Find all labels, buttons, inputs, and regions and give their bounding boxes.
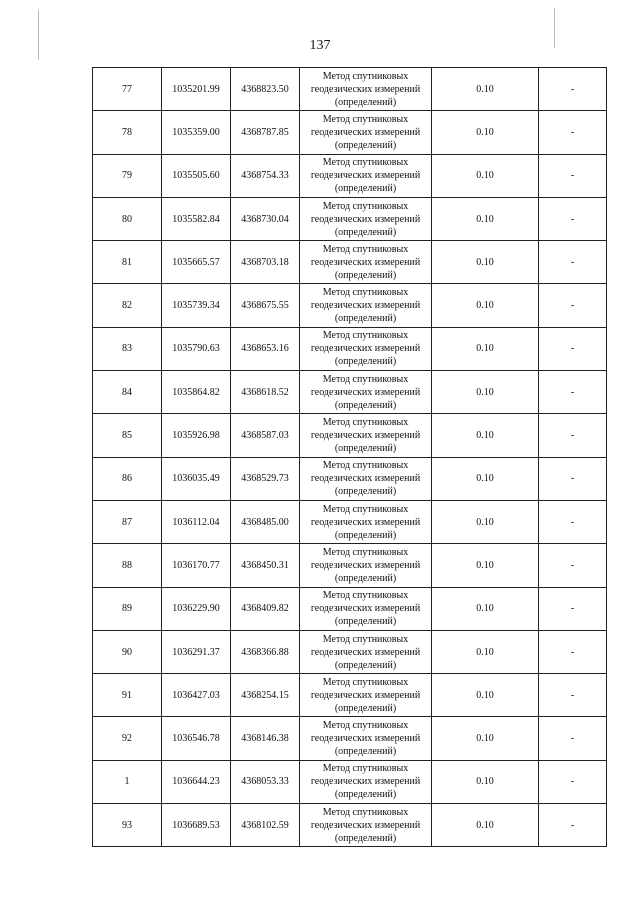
accuracy-cell: 0.10 [432, 717, 539, 760]
y-coordinate-cell: 4368366.88 [231, 630, 300, 673]
method-cell [300, 154, 432, 197]
method-line: геодезических измерений [310, 430, 421, 442]
note-cell: - [539, 544, 607, 587]
method-line: геодезических измерений [310, 213, 421, 225]
method-line: геодезических измерений [310, 343, 421, 355]
note-cell: - [539, 587, 607, 630]
method-line: геодезических измерений [310, 300, 421, 312]
method-line: (определений) [334, 746, 397, 758]
point-number-cell: 91 [93, 674, 162, 717]
table-row [93, 241, 607, 284]
method-line: геодезических измерений [310, 256, 421, 268]
note-cell: - [539, 717, 607, 760]
note-cell: - [539, 327, 607, 370]
accuracy-cell: 0.10 [432, 197, 539, 240]
method-line: Метод спутниковых [322, 417, 409, 429]
method-line: (определений) [334, 313, 397, 325]
point-number-cell: 88 [93, 544, 162, 587]
method-line: геодезических измерений [310, 819, 421, 831]
method-line: (определений) [334, 572, 397, 584]
x-coordinate-cell: 1036170.77 [162, 544, 231, 587]
method-cell [300, 111, 432, 154]
table-row [93, 544, 607, 587]
accuracy-cell: 0.10 [432, 674, 539, 717]
table-row [93, 457, 607, 500]
point-number-cell: 77 [93, 68, 162, 111]
point-number-cell: 89 [93, 587, 162, 630]
method-line: (определений) [334, 659, 397, 671]
point-number-cell: 82 [93, 284, 162, 327]
method-line: Метод спутниковых [322, 243, 409, 255]
x-coordinate-cell: 1035926.98 [162, 414, 231, 457]
table-row [93, 717, 607, 760]
note-cell: - [539, 804, 607, 847]
note-cell: - [539, 630, 607, 673]
method-cell [300, 414, 432, 457]
x-coordinate-cell: 1035665.57 [162, 241, 231, 284]
method-line: геодезических измерений [310, 603, 421, 615]
method-cell [300, 241, 432, 284]
point-number-cell: 87 [93, 500, 162, 543]
accuracy-cell: 0.10 [432, 804, 539, 847]
method-line: геодезических измерений [310, 559, 421, 571]
note-cell: - [539, 197, 607, 240]
method-line: геодезических измерений [310, 170, 421, 182]
accuracy-cell: 0.10 [432, 68, 539, 111]
method-cell [300, 284, 432, 327]
method-line: геодезических измерений [310, 126, 421, 138]
x-coordinate-cell: 1035864.82 [162, 371, 231, 414]
y-coordinate-cell: 4368618.52 [231, 371, 300, 414]
y-coordinate-cell: 4368409.82 [231, 587, 300, 630]
y-coordinate-cell: 4368450.31 [231, 544, 300, 587]
method-cell [300, 760, 432, 803]
method-line: Метод спутниковых [322, 200, 409, 212]
x-coordinate-cell: 1036229.90 [162, 587, 231, 630]
y-coordinate-cell: 4368254.15 [231, 674, 300, 717]
table-row [93, 327, 607, 370]
method-cell [300, 68, 432, 111]
note-cell: - [539, 111, 607, 154]
x-coordinate-cell: 1036644.23 [162, 760, 231, 803]
y-coordinate-cell: 4368485.00 [231, 500, 300, 543]
method-line: геодезических измерений [310, 733, 421, 745]
x-coordinate-cell: 1035201.99 [162, 68, 231, 111]
method-line: геодезических измерений [310, 776, 421, 788]
x-coordinate-cell: 1036427.03 [162, 674, 231, 717]
accuracy-cell: 0.10 [432, 241, 539, 284]
point-number-cell: 78 [93, 111, 162, 154]
x-coordinate-cell: 1035359.00 [162, 111, 231, 154]
y-coordinate-cell: 4368053.33 [231, 760, 300, 803]
method-line: (определений) [334, 443, 397, 455]
accuracy-cell: 0.10 [432, 760, 539, 803]
method-cell [300, 587, 432, 630]
table-row [93, 500, 607, 543]
point-number-cell: 80 [93, 197, 162, 240]
x-coordinate-cell: 1035739.34 [162, 284, 231, 327]
point-number-cell: 90 [93, 630, 162, 673]
x-coordinate-cell: 1036546.78 [162, 717, 231, 760]
note-cell: - [539, 154, 607, 197]
y-coordinate-cell: 4368587.03 [231, 414, 300, 457]
method-line: (определений) [334, 529, 397, 541]
method-cell [300, 804, 432, 847]
method-line: Метод спутниковых [322, 546, 409, 558]
method-line: Метод спутниковых [322, 676, 409, 688]
coordinates-table-body [93, 68, 607, 847]
method-line: (определений) [334, 832, 397, 844]
method-cell [300, 457, 432, 500]
y-coordinate-cell: 4368675.55 [231, 284, 300, 327]
method-line: (определений) [334, 702, 397, 714]
note-cell: - [539, 457, 607, 500]
table-row [93, 197, 607, 240]
method-cell [300, 371, 432, 414]
method-cell [300, 674, 432, 717]
method-line: (определений) [334, 356, 397, 368]
method-line: Метод спутниковых [322, 590, 409, 602]
y-coordinate-cell: 4368703.18 [231, 241, 300, 284]
method-line: (определений) [334, 399, 397, 411]
method-line: Метод спутниковых [322, 633, 409, 645]
point-number-cell: 1 [93, 760, 162, 803]
point-number-cell: 81 [93, 241, 162, 284]
note-cell: - [539, 760, 607, 803]
method-line: Метод спутниковых [322, 460, 409, 472]
table-row [93, 804, 607, 847]
method-line: геодезических измерений [310, 386, 421, 398]
note-cell: - [539, 68, 607, 111]
x-coordinate-cell: 1036291.37 [162, 630, 231, 673]
table-row [93, 154, 607, 197]
x-coordinate-cell: 1035582.84 [162, 197, 231, 240]
accuracy-cell: 0.10 [432, 414, 539, 457]
x-coordinate-cell: 1036035.49 [162, 457, 231, 500]
accuracy-cell: 0.10 [432, 587, 539, 630]
method-line: (определений) [334, 183, 397, 195]
method-line: (определений) [334, 789, 397, 801]
table-row [93, 760, 607, 803]
y-coordinate-cell: 4368730.04 [231, 197, 300, 240]
method-cell [300, 630, 432, 673]
table-row [93, 371, 607, 414]
method-cell [300, 327, 432, 370]
accuracy-cell: 0.10 [432, 630, 539, 673]
x-coordinate-cell: 1035790.63 [162, 327, 231, 370]
table-row [93, 111, 607, 154]
accuracy-cell: 0.10 [432, 327, 539, 370]
page-number: 137 [309, 38, 331, 53]
method-line: Метод спутниковых [322, 763, 409, 775]
x-coordinate-cell: 1035505.60 [162, 154, 231, 197]
y-coordinate-cell: 4368823.50 [231, 68, 300, 111]
method-line: Метод спутниковых [322, 720, 409, 732]
method-line: (определений) [334, 226, 397, 238]
method-line: Метод спутниковых [322, 287, 409, 299]
method-cell [300, 500, 432, 543]
y-coordinate-cell: 4368787.85 [231, 111, 300, 154]
x-coordinate-cell: 1036112.04 [162, 500, 231, 543]
method-line: Метод спутниковых [322, 503, 409, 515]
table-row [93, 284, 607, 327]
y-coordinate-cell: 4368146.38 [231, 717, 300, 760]
point-number-cell: 84 [93, 371, 162, 414]
method-cell [300, 544, 432, 587]
point-number-cell: 85 [93, 414, 162, 457]
method-line: геодезических измерений [310, 473, 421, 485]
method-line: Метод спутниковых [322, 330, 409, 342]
scan-artifact-line [38, 10, 39, 60]
table-row [93, 630, 607, 673]
method-line: Метод спутниковых [322, 806, 409, 818]
method-cell [300, 197, 432, 240]
table-row [93, 674, 607, 717]
method-line: Метод спутниковых [322, 373, 409, 385]
method-line: (определений) [334, 486, 397, 498]
y-coordinate-cell: 4368754.33 [231, 154, 300, 197]
method-line: геодезических измерений [310, 646, 421, 658]
y-coordinate-cell: 4368102.59 [231, 804, 300, 847]
x-coordinate-cell: 1036689.53 [162, 804, 231, 847]
accuracy-cell: 0.10 [432, 111, 539, 154]
table-row [93, 68, 607, 111]
point-number-cell: 83 [93, 327, 162, 370]
point-number-cell: 92 [93, 717, 162, 760]
note-cell: - [539, 284, 607, 327]
method-line: геодезических измерений [310, 83, 421, 95]
method-line: геодезических измерений [310, 516, 421, 528]
accuracy-cell: 0.10 [432, 500, 539, 543]
accuracy-cell: 0.10 [432, 457, 539, 500]
accuracy-cell: 0.10 [432, 284, 539, 327]
method-line: геодезических измерений [310, 689, 421, 701]
note-cell: - [539, 414, 607, 457]
method-line: Метод спутниковых [322, 70, 409, 82]
accuracy-cell: 0.10 [432, 154, 539, 197]
point-number-cell: 86 [93, 457, 162, 500]
point-number-cell: 93 [93, 804, 162, 847]
table-row [93, 414, 607, 457]
note-cell: - [539, 241, 607, 284]
method-cell [300, 717, 432, 760]
table-row [93, 587, 607, 630]
y-coordinate-cell: 4368653.16 [231, 327, 300, 370]
note-cell: - [539, 500, 607, 543]
method-line: Метод спутниковых [322, 157, 409, 169]
note-cell: - [539, 674, 607, 717]
method-line: Метод спутниковых [322, 113, 409, 125]
method-line: (определений) [334, 139, 397, 151]
point-number-cell: 79 [93, 154, 162, 197]
method-line: (определений) [334, 616, 397, 628]
method-line: (определений) [334, 269, 397, 281]
accuracy-cell: 0.10 [432, 544, 539, 587]
scan-artifact-line [554, 8, 555, 48]
coordinates-table [92, 67, 607, 847]
accuracy-cell: 0.10 [432, 371, 539, 414]
y-coordinate-cell: 4368529.73 [231, 457, 300, 500]
method-line: (определений) [334, 96, 397, 108]
note-cell: - [539, 371, 607, 414]
